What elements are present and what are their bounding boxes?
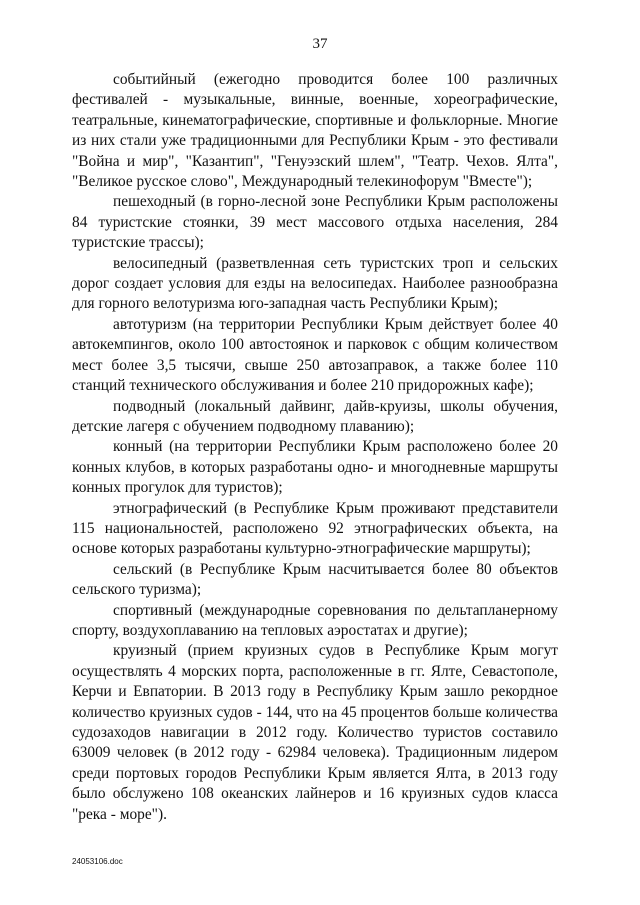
footer-filename: 24053106.doc (72, 857, 123, 866)
paragraph-cycling-tourism: велосипедный (разветвленная сеть туристских троп и сельских дорог создает условия для езды на велосипедах. Наиболее разнообразна для горного велотуризма юго-западная часть Республики Крым); (72, 254, 558, 313)
paragraph-sports-tourism: спортивный (международные соревнования по дельтапланерному спорту, воздухоплаванию на тепловых аэростатах и другие); (72, 601, 558, 639)
paragraph-auto-tourism: автотуризм (на территории Республики Крым действует более 40 автокемпингов, около 100 автостоянок и парковок с общим количеством мест более 3,5 тысячи, свыше 250 автозаправок, а также более 110 станций технического обслуживания и более 210 придорожных кафе); (72, 315, 558, 395)
paragraph-equestrian-tourism: конный (на территории Республики Крым расположено более 20 конных клубов, в которых разработаны одно- и многодневные маршруты конных прогулок для туристов); (72, 438, 558, 497)
paragraph-event-tourism: событийный (ежегодно проводится более 100 различных фестивалей - музыкальные, винные, военные, хореографические, театральные, кинематографические, спортивные и фольклорные. Многие из них стали уже традиционными для Республики Крым - это фестивали "Война и мир", "Казантип", "Генуэзский шлем", "Театр. Чехов. Ялта", "Великое русское слово", Международный телекинофорум "Вместе"); (72, 71, 558, 191)
body-text (72, 70, 558, 825)
paragraph-cruise-tourism: круизный (прием круизных судов в Республике Крым могут осуществлять 4 морских порта, расположенные в гг. Ялте, Севастополе, Керчи и Евпатории. В 2013 году в Республику Крым зашло рекордное количество круизных судов - 144, что на 45 процентов больше количества судозаходов навигации в 2012 году. Количество туристов составило 63009 человек (в 2012 году - 62984 человека). Традиционным лидером среди портовых городов Республики Крым является Ялта, в 2013 году было обслужено 108 океанских лайнеров и 16 круизных судов класса "река - море"). (72, 642, 558, 823)
paragraph-ethnographic-tourism: этнографический (в Республике Крым проживают представители 115 национальностей, расположено 92 этнографических объекта, на основе которых разработаны культурно-этнографические маршруты); (72, 499, 558, 558)
paragraph-rural-tourism: сельский (в Республике Крым насчитывается более 80 объектов сельского туризма); (72, 560, 558, 599)
page-number: 37 (312, 36, 328, 52)
paragraph-underwater-tourism: подводный (локальный дайвинг, дайв-круизы, школы обучения, детские лагеря с обучением подводному плаванию); (72, 397, 558, 435)
paragraph-hiking-tourism: пешеходный (в горно-лесной зоне Республики Крым расположены 84 туристские стоянки, 39 мест массового отдыха населения, 284 туристские трассы); (72, 193, 558, 252)
